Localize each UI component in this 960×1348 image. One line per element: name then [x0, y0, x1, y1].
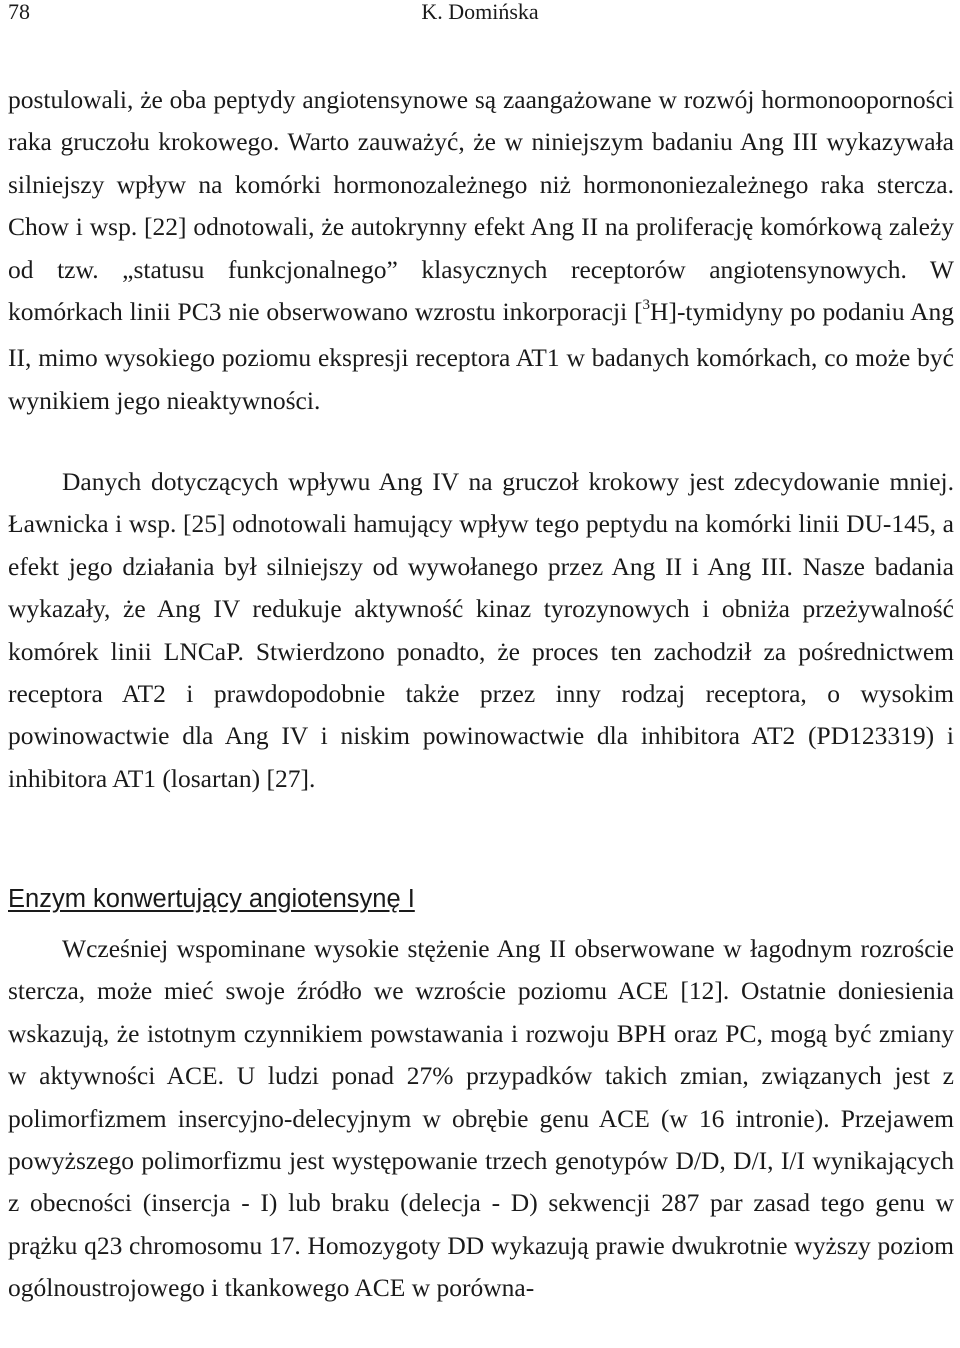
section-heading: Enzym konwertujący angiotensynę I	[8, 885, 415, 913]
superscript-isotope: 3	[642, 297, 651, 314]
running-head: K. Domińska	[421, 0, 539, 24]
paragraph-1-text-b: H]-tymidyny po podaniu Ang II, mimo wysokiego poziomu ekspresji receptora AT1 w badanych komórkach, co może być wynikiem jego nieaktywności.	[8, 297, 954, 415]
paragraph-1	[8, 79, 954, 422]
paragraph-2: Danych dotyczących wpływu Ang IV na gruczoł krokowy jest zdecydowanie mniej. Ławnicka i wsp. [25] odnotowali hamujący wpływ tego peptydu na komórki linii DU-145, a efekt jego działania był silniejszy od wywołanego przez Ang II i Ang III. Nasze badania wykazały, że Ang IV redukuje aktywność kinaz tyrozynowych i obniża przeżywalność komórek linii LNCaP. Stwierdzono ponadto, że proces ten zachodził za pośrednictwem receptora AT2 i prawdopodobnie także przez inny rodzaj receptora, o wysokim powinowactwie dla Ang IV i niskim powinowactwie dla inhibitora AT2 (PD123319) i inhibitora AT1 (losartan) [27].	[8, 467, 954, 793]
paragraph-3: Wcześniej wspominane wysokie stężenie Ang II obserwowane w łagodnym rozroście stercza, może mieć swoje źródło we wzroście poziomu ACE [12]. Ostatnie doniesienia wskazują, że istotnym czynnikiem powstawania i rozwoju BPH oraz PC, mogą być zmiany w aktywności ACE. U ludzi ponad 27% przypadków takich zmian, związanych jest z polimorfizmem insercyjno-delecyjnym w obrębie genu ACE (w 16 intronie). Przejawem powyższego polimorfizmu jest występowanie trzech genotypów D/D, D/I, I/I wynikających z obecności (insercja - I) lub braku (delecja - D) sekwencji 287 par zasad tego genu w prążku q23 chromosomu 17. Homozygoty DD wykazują prawie dwukrotnie wyższy poziom ogólnoustrojowego i tkankowego ACE w porówna-	[8, 934, 954, 1303]
page-number: 78	[8, 0, 30, 24]
paragraph-1-text-a: postulowali, że oba peptydy angiotensynowe są zaangażowane w rozwój hormonooporności raka gruczołu krokowego. Warto zauważyć, że w niniejszym badaniu Ang III wykazywała silniejszy wpływ na komórki hormonozależnego niż hormononiezależnego raka stercza. Chow i wsp. [22] odnotowali, że autokrynny efekt Ang II na proliferację komórkową zależy od tzw. „statusu funkcjonalnego” klasycznych receptorów angiotensynowych. W komórkach linii PC3 nie obserwowano wzrostu inkorporacji [	[8, 85, 954, 327]
page-header	[0, 0, 960, 26]
